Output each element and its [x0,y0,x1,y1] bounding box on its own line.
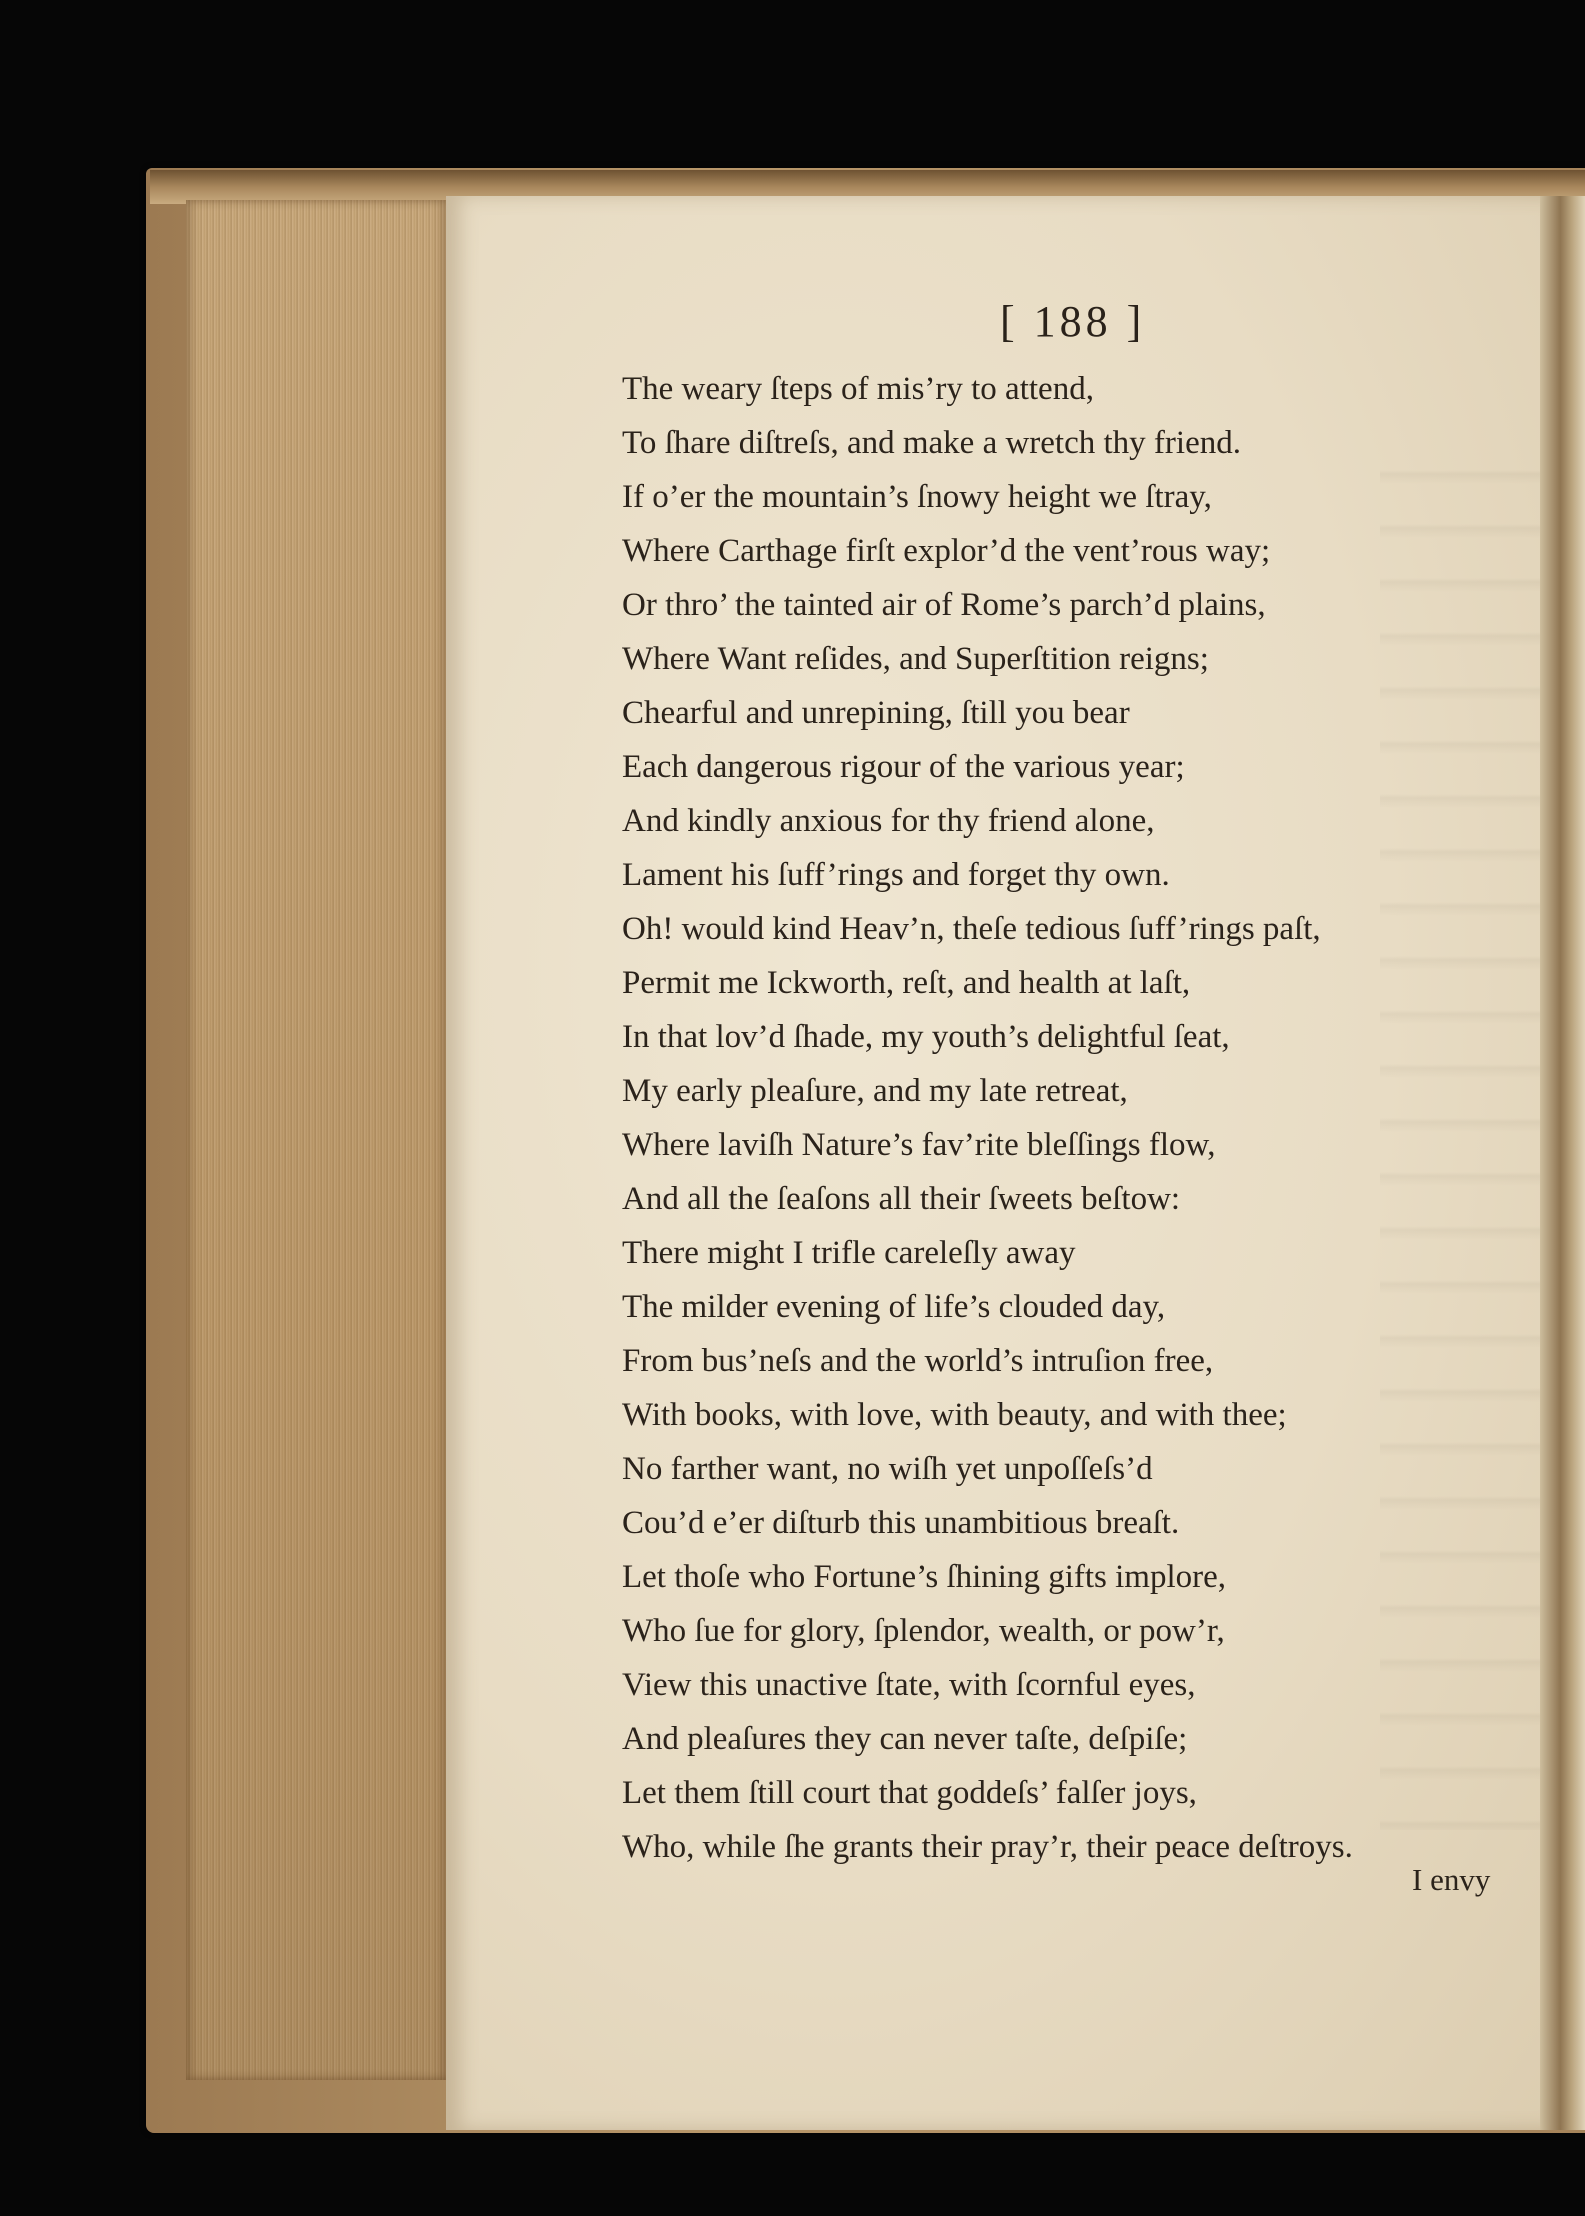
page-number: [ 188 ] [1000,297,1146,346]
poem-line: Let them ſtill court that goddeſs’ falſer joys, [622,1775,1197,1811]
poem-line: To ſhare diſtreſs, and make a wretch thy friend. [622,425,1241,461]
poem-line: Permit me Ickworth, reſt, and health at laſt, [622,965,1191,1001]
poem-line: The milder evening of life’s clouded day, [622,1289,1166,1325]
poem-line: The weary ſteps of mis’ry to attend, [622,371,1094,407]
poem-line: Lament his ſuff’rings and forget thy own. [622,857,1170,893]
poem-line: Or thro’ the tainted air of Rome’s parch’d plains, [622,587,1266,623]
page-gutter [1540,196,1585,2130]
poem-line: Who, while ſhe grants their pray’r, their peace deſtroys. [622,1829,1353,1865]
poem-line: Where Carthage firſt explor’d the vent’rous way; [622,533,1271,569]
stacked-page-edges [186,200,448,2080]
poem-line: Let thoſe who Fortune’s ſhining gifts implore, [622,1559,1227,1595]
poem-line: And kindly anxious for thy friend alone, [622,803,1155,839]
poem-line: With books, with love, with beauty, and with thee; [622,1397,1287,1433]
poem-line: My early pleaſure, and my late retreat, [622,1073,1128,1109]
poem-line: View this unactive ſtate, with ſcornful eyes, [622,1667,1196,1703]
poem-line: Each dangerous rigour of the various year; [622,749,1185,785]
poem-line: Who ſue for glory, ſplendor, wealth, or pow’r, [622,1613,1225,1649]
poem-text [622,362,1522,1874]
poem-line: Oh! would kind Heav’n, theſe tedious ſuff’rings paſt, [622,911,1321,947]
poem-line: Chearful and unrepining, ſtill you bear [622,695,1130,731]
poem-line: If o’er the mountain’s ſnowy height we ſtray, [622,479,1212,515]
poem-line: In that lov’d ſhade, my youth’s delightful ſeat, [622,1019,1230,1055]
poem-line: From bus’neſs and the world’s intruſion free, [622,1343,1214,1379]
poem-line: And all the ſeaſons all their ſweets beſtow: [622,1181,1181,1217]
poem-line: And pleaſures they can never taſte, deſpiſe; [622,1721,1188,1757]
poem-line: Where Want reſides, and Superſtition reigns; [622,641,1209,677]
poem-line: There might I trifle careleſly away [622,1235,1076,1271]
poem-line: Where laviſh Nature’s fav’rite bleſſings flow, [622,1127,1216,1163]
catchword: I envy [1412,1862,1491,1897]
poem-line: No farther want, no wiſh yet unpoſſeſs’d [622,1451,1153,1487]
poem-line: Cou’d e’er diſturb this unambitious breaſt. [622,1505,1180,1541]
